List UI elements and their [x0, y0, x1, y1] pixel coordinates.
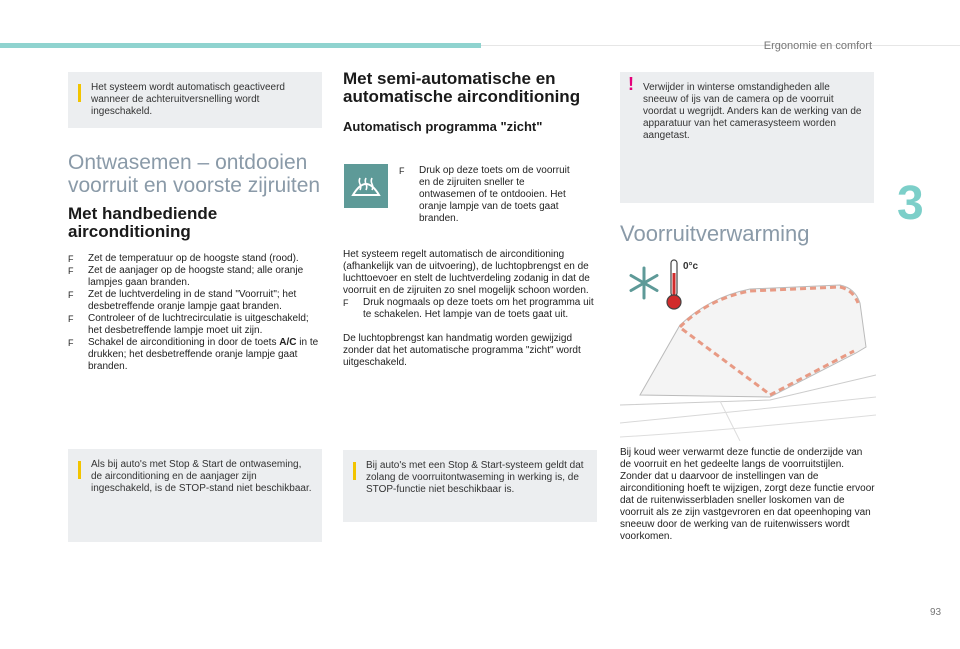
list-item [343, 297, 601, 321]
bullet-marker: F [68, 314, 74, 324]
bullet-marker: F [68, 338, 74, 348]
list-item-text: Zet de temperatuur op de hoogste stand (rood). [88, 253, 299, 264]
info-note-text: Als bij auto's met Stop & Start de ontwaseming, de airconditioning en de aanjager zijn ingeschakeld, is de STOP-stand niet beschikbaar. [91, 459, 312, 494]
list-item-text: Schakel de airconditioning in door de toets [88, 337, 280, 348]
info-note-reverse-gear [68, 72, 322, 128]
warning-note-camera [620, 72, 874, 203]
subtitle-line2: airconditioning [68, 222, 191, 241]
info-note-text: Het systeem wordt automatisch geactiveerd wanneer de achteruitversnelling wordt ingeschakeld. [91, 82, 285, 117]
demist-symbol-icon [344, 164, 388, 208]
temperature-label: 0°c [683, 261, 699, 272]
section-title-windscreen-heating: Voorruitverwarming [620, 221, 810, 246]
windscreen-heating-description [620, 447, 875, 543]
page-number: 93 [930, 607, 942, 618]
ac-key-label: A/C [279, 337, 297, 348]
info-note-text: Bij auto's met een Stop & Start-systeem geldt dat zolang de voorruitontwaseming in werking is, de STOP-functie niet beschikbaar is. [366, 460, 584, 495]
windscreen-demist-icon [344, 164, 388, 208]
bullet-marker: F [68, 266, 74, 276]
subtitle-line1: Met handbediende [68, 204, 218, 223]
list-item [68, 253, 322, 265]
paragraph-airflow: De luchtopbrengst kan handmatig worden gewijzigd zonder dat het automatische programma "zicht" wordt uitgeschakeld. [343, 333, 581, 368]
warning-mark: ! [628, 74, 634, 94]
demist-instruction [399, 165, 579, 225]
list-item [68, 313, 322, 337]
thermometer-icon [666, 259, 682, 311]
warning-note-text: Verwijder in winterse omstandigheden alle sneeuw of ijs van de camera op de voorruit voordat u wegrijdt. Anders kan de werking van de apparatuur van het camerasysteem worden aangetast. [643, 82, 862, 141]
list-item-text-end: in te drukken; het desbetreffende oranje lampje gaat branden. [88, 337, 319, 372]
subtitle-visibility-program: Automatisch programma "zicht" [343, 119, 543, 134]
header-rule [481, 45, 960, 46]
list-item [68, 289, 322, 313]
manual-ac-steps [68, 253, 322, 373]
paragraph-system: Het systeem regelt automatisch de airconditioning (afhankelijk van de uitvoering), de luchtopbrengst en de luchttoevoer en stelt de luchtverdeling zodanig in dat de voorruit en de zijruiten zo snel mogelijk schoon worden. [343, 249, 590, 296]
bullet-marker: F [343, 298, 349, 308]
info-note-bar [78, 461, 81, 479]
list-item-text: Controleer of de luchtrecirculatie is uitgeschakeld; het desbetreffende lampje moet uit zijn. [88, 313, 309, 336]
bullet-marker: F [68, 254, 74, 264]
bullet-marker: F [399, 166, 405, 176]
windscreen-heating-illustration [620, 255, 876, 441]
list-item [68, 337, 322, 373]
list-item [399, 165, 579, 225]
chapter-number: 3 [897, 177, 924, 230]
snowflake-icon-graphic [626, 265, 662, 301]
chapter-title: Ergonomie en comfort [763, 40, 872, 52]
header-accent-bar [0, 43, 481, 48]
section-title [68, 151, 328, 197]
auto-program-description [343, 249, 601, 369]
section-title-line1: Ontwasemen – ontdooien [68, 151, 308, 174]
list-item-text: Druk nogmaals op deze toets om het programma uit te schakelen. Het lampje van de toets gaat uit. [363, 297, 594, 320]
list-item-text: Zet de luchtverdeling in de stand "Voorruit"; het desbetreffende oranje lampje gaat branden. [88, 289, 297, 312]
info-note-bar [78, 84, 81, 102]
snowflake-icon [626, 265, 662, 301]
thermometer-icon-graphic [666, 259, 682, 311]
subtitle-manual-ac [68, 205, 328, 241]
info-note-bar [353, 462, 356, 480]
bullet-marker: F [68, 290, 74, 300]
auto-ac-title-line1: Met semi-automatische en [343, 69, 556, 88]
list-item [68, 265, 322, 289]
section-title-auto-ac [343, 70, 613, 106]
info-note-stop-start-auto [343, 450, 597, 522]
list-item-text: Druk op deze toets om de voorruit en de zijruiten sneller te ontwasemen of te ontdooien. Het oranje lampje van de toets gaat branden. [419, 165, 570, 224]
list-item-text: Zet de aanjager op de hoogste stand; alle oranje lampjes gaan branden. [88, 265, 304, 288]
info-note-stop-start [68, 449, 322, 542]
section-title-line2: voorruit en voorste zijruiten [68, 174, 321, 197]
auto-ac-title-line2: automatische airconditioning [343, 87, 581, 106]
paragraph-heating: Bij koud weer verwarmt deze functie de onderzijde van de voorruit en het gedeelte langs de voorruitstijlen. Zonder dat u daarvoor de instellingen van de airconditioning hoeft te wijzigen, zorgt deze functie ervoor dat de ruitenwisserbladen sneller loskomen van de voorruit als ze zijn vastgevroren en dat opeenhoping van sneeuw door de werking van de ruitenwissers wordt voorkomen. [620, 447, 875, 542]
